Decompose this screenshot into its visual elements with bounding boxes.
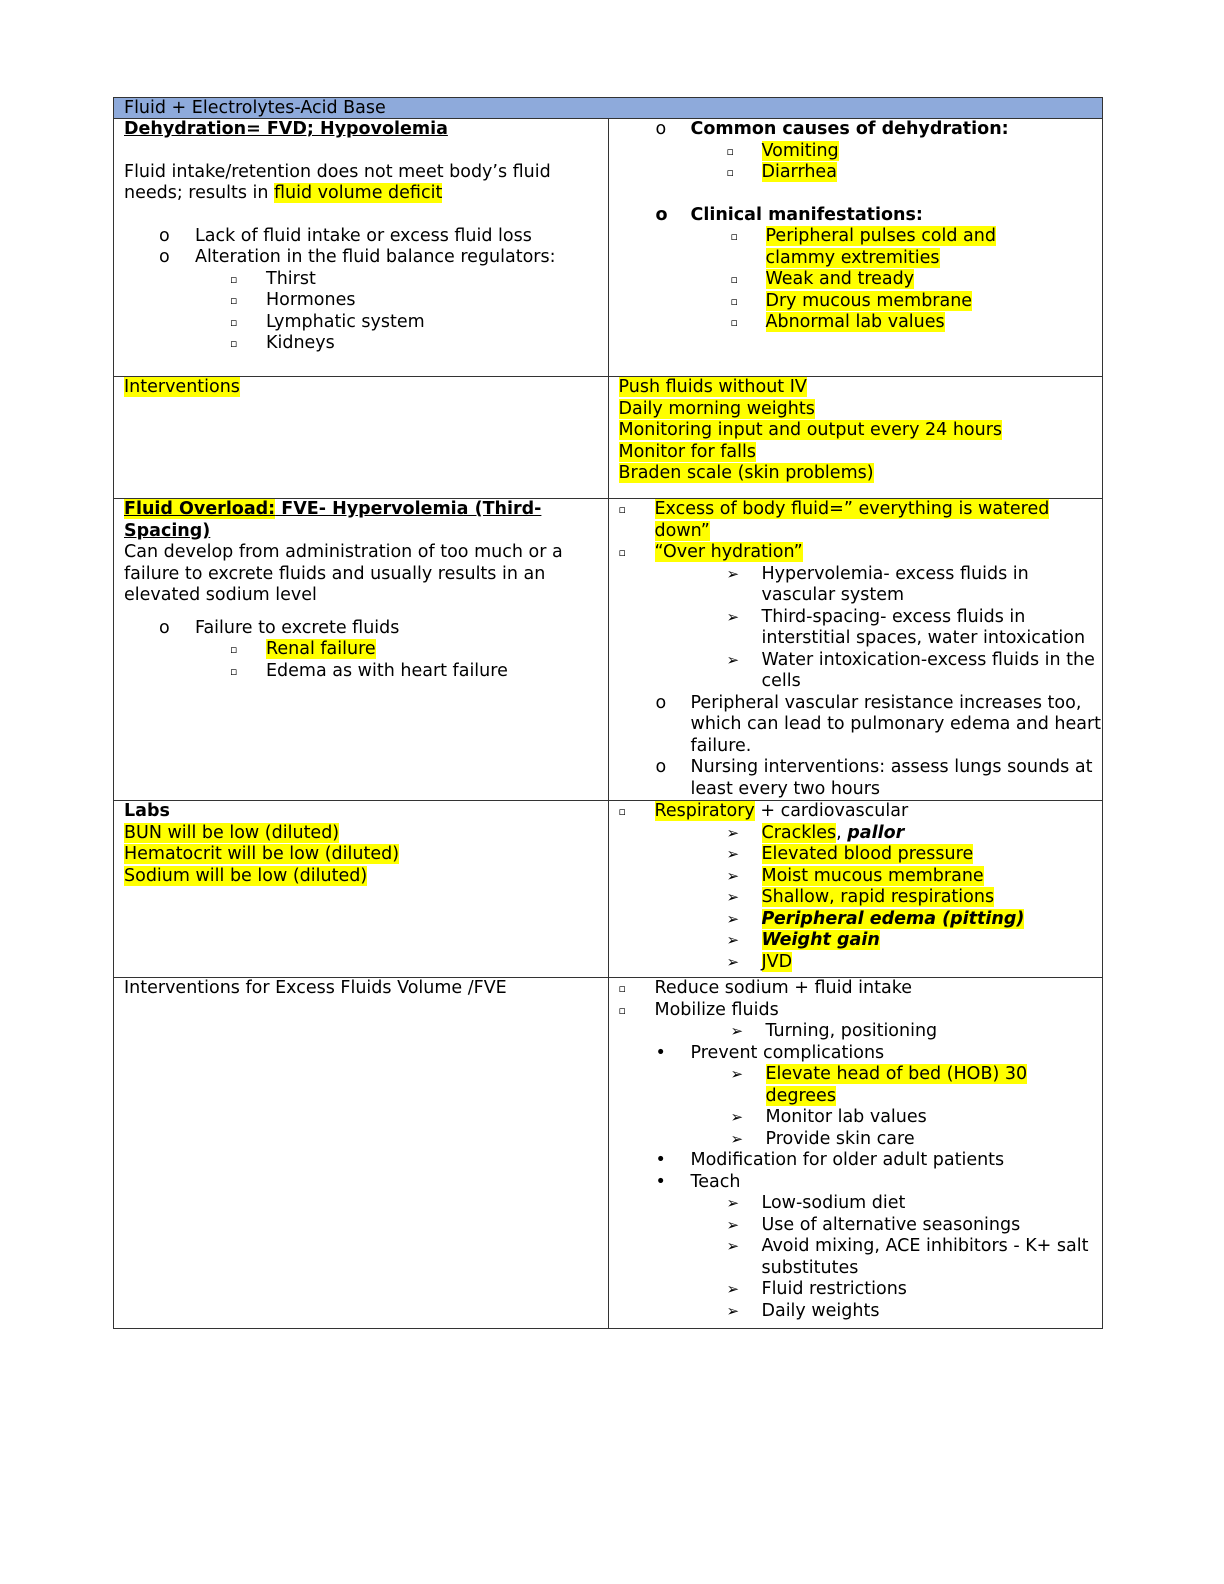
overload-cell xyxy=(114,499,609,801)
item-text: Weight gain xyxy=(761,930,880,950)
circle-bullet-icon: o xyxy=(159,617,170,638)
fve-cell xyxy=(608,978,1103,1329)
labs-signs-cell xyxy=(608,801,1103,978)
list-item xyxy=(619,205,1103,227)
item-text: Peripheral edema (pitting) xyxy=(761,908,1025,929)
item-text: Teach xyxy=(690,1171,741,1192)
item-text: Renal failure xyxy=(266,639,376,659)
arrow-bullet-icon: ➢ xyxy=(726,1301,740,1320)
square-bullet-icon: ▫ xyxy=(618,982,626,995)
overload-heading xyxy=(124,499,608,542)
circle-bullet-icon: o xyxy=(655,692,667,713)
list-item xyxy=(124,618,608,640)
circle-bullet-icon: o xyxy=(655,757,667,777)
item-text: Turning, positioning xyxy=(765,1021,938,1041)
notes-table xyxy=(113,97,1103,1329)
interventions-label-cell xyxy=(114,377,609,499)
square-bullet-icon: ▫ xyxy=(726,144,734,158)
arrow-bullet-icon: ➢ xyxy=(726,931,740,949)
square-bullet-icon: ▫ xyxy=(618,1003,626,1017)
list-item xyxy=(619,909,1103,931)
arrow-bullet-icon: ➢ xyxy=(730,1108,744,1126)
square-bullet-icon: ▫ xyxy=(230,315,238,329)
square-bullet-icon: ▫ xyxy=(230,643,238,656)
square-bullet-icon: ▫ xyxy=(730,230,738,243)
item-text: Thirst xyxy=(266,268,316,289)
item-text: Low-sodium diet xyxy=(761,1193,906,1213)
overload-description: Can develop from administration of too much or a failure to excrete fluids and usually results in an elevated sodium level xyxy=(124,542,563,605)
dehydration-description xyxy=(124,162,608,205)
list-item xyxy=(619,141,1103,163)
item-text: Elevated blood pressure xyxy=(761,844,974,864)
list-item xyxy=(619,1279,1103,1301)
square-bullet-icon: ▫ xyxy=(618,805,626,818)
item-text: Weak and tready xyxy=(765,269,915,289)
list-item xyxy=(619,607,1103,650)
item-text: Third-spacing- excess fluids in interstitial spaces, water intoxication xyxy=(761,606,1086,648)
arrow-bullet-icon: ➢ xyxy=(726,1215,740,1234)
item-text: Daily weights xyxy=(761,1300,880,1321)
arrow-bullet-icon: ➢ xyxy=(730,1129,744,1148)
item-text: + cardiovascular xyxy=(754,801,909,821)
list-item xyxy=(619,650,1103,693)
list-item: Push fluids without IV xyxy=(618,377,807,397)
square-bullet-icon: ▫ xyxy=(726,166,734,179)
list-item xyxy=(619,1107,1103,1129)
list-item xyxy=(619,1150,1103,1172)
list-item: Braden scale (skin problems) xyxy=(618,463,874,483)
arrow-bullet-icon: ➢ xyxy=(726,1237,740,1255)
list-item xyxy=(619,693,1103,758)
list-item xyxy=(619,1301,1103,1323)
arrow-bullet-icon: ➢ xyxy=(726,1280,740,1298)
list-item: Hematocrit will be low (diluted) xyxy=(124,844,400,864)
square-bullet-icon: ▫ xyxy=(230,294,238,307)
list-item xyxy=(619,887,1103,909)
item-text: Elevate head of bed (HOB) 30 degrees xyxy=(765,1064,1028,1106)
item-text: Common causes of dehydration: xyxy=(690,119,1009,139)
labs-cell xyxy=(114,801,609,978)
item-text: Dry mucous membrane xyxy=(765,290,973,311)
square-bullet-icon: ▫ xyxy=(230,337,238,350)
square-bullet-icon: ▫ xyxy=(730,273,738,286)
item-text: Use of alternative seasonings xyxy=(761,1214,1021,1235)
interventions-cell xyxy=(608,377,1103,499)
bullet-icon: • xyxy=(655,1171,666,1192)
list-item xyxy=(619,1000,1103,1022)
item-text: Water intoxication-excess fluids in the cells xyxy=(761,649,1095,691)
bullet-icon: • xyxy=(655,1042,666,1063)
list-item xyxy=(619,564,1103,607)
list-item xyxy=(619,801,1103,823)
list-item: Monitoring input and output every 24 hours xyxy=(618,420,1003,440)
item-text: Reduce sodium + fluid intake xyxy=(654,978,912,998)
arrow-bullet-icon: ➢ xyxy=(726,650,740,669)
list-item: ➢ Crackles, pallor xyxy=(726,822,905,843)
item-text: Alteration in the fluid balance regulators: xyxy=(195,247,556,267)
list-item xyxy=(124,247,608,269)
arrow-bullet-icon: ➢ xyxy=(726,1194,740,1212)
square-bullet-icon: ▫ xyxy=(618,546,626,559)
item-text: JVD xyxy=(761,951,793,972)
list-item xyxy=(619,162,1103,184)
list-item xyxy=(619,978,1103,1000)
item-text: Hormones xyxy=(266,290,356,310)
list-item xyxy=(619,1193,1103,1215)
desc-text: Fluid intake/retention does not meet body’s fluid needs; results in xyxy=(124,161,551,203)
arrow-bullet-icon: ➢ xyxy=(730,1065,744,1083)
item-text: Provide skin care xyxy=(765,1128,915,1149)
list-item xyxy=(619,1043,1103,1065)
list-item xyxy=(619,119,1103,141)
interventions-label: Interventions xyxy=(124,377,240,397)
list-item xyxy=(124,226,608,248)
heading-highlight: Fluid Overload: xyxy=(124,499,276,519)
item-text: Prevent complications xyxy=(690,1042,885,1063)
square-bullet-icon: ▫ xyxy=(730,294,738,308)
list-item xyxy=(619,291,1103,313)
item-text: Clinical manifestations: xyxy=(690,204,923,225)
arrow-bullet-icon: ➢ xyxy=(726,909,740,928)
list-item xyxy=(619,1129,1103,1151)
circle-bullet-icon: o xyxy=(159,225,170,246)
title-text: Fluid + Electrolytes-Acid Base xyxy=(124,98,386,118)
list-item xyxy=(619,1236,1103,1279)
desc-highlight: fluid volume deficit xyxy=(274,183,443,203)
list-item xyxy=(619,226,1103,269)
list-item: Sodium will be low (diluted) xyxy=(124,865,368,886)
item-text: Avoid mixing, ACE inhibitors - K+ salt substitutes xyxy=(761,1236,1089,1278)
list-item: Daily morning weights xyxy=(618,398,815,419)
arrow-bullet-icon: ➢ xyxy=(726,888,740,906)
item-text: Nursing interventions: assess lungs sounds at least every two hours xyxy=(690,757,1093,799)
list-item xyxy=(124,661,608,683)
square-bullet-icon: ▫ xyxy=(618,503,626,516)
item-text: Peripheral pulses cold and clammy extremities xyxy=(765,226,996,268)
item-highlight: Respiratory xyxy=(654,801,755,821)
arrow-bullet-icon: ➢ xyxy=(726,952,740,971)
arrow-bullet-icon: ➢ xyxy=(726,823,740,842)
item-text: Lymphatic system xyxy=(266,311,425,332)
list-item xyxy=(619,952,1103,974)
list-item: BUN will be low (diluted) xyxy=(124,822,340,843)
item-text: Shallow, rapid respirations xyxy=(761,887,995,907)
item-text: Diarrhea xyxy=(761,162,837,182)
arrow-bullet-icon: ➢ xyxy=(726,607,740,626)
list-item xyxy=(619,757,1103,800)
fve-label: Interventions for Excess Fluids Volume /FVE xyxy=(124,978,507,998)
list-item xyxy=(619,1172,1103,1194)
circle-bullet-icon: o xyxy=(159,247,170,267)
overload-details-cell xyxy=(608,499,1103,801)
list-item xyxy=(619,499,1103,542)
list-item xyxy=(124,290,608,312)
labs-label: Labs xyxy=(124,801,170,821)
list-item xyxy=(619,866,1103,888)
item-text: Edema as with heart failure xyxy=(266,660,508,681)
list-item xyxy=(619,844,1103,866)
arrow-bullet-icon: ➢ xyxy=(726,564,740,583)
bullet-icon: • xyxy=(655,1150,666,1170)
arrow-bullet-icon: ➢ xyxy=(730,1022,744,1040)
item-text: Vomiting xyxy=(761,140,839,161)
item-text: Moist mucous membrane xyxy=(761,865,984,886)
list-item xyxy=(124,333,608,355)
square-bullet-icon: ▫ xyxy=(230,272,238,286)
item-text: Abnormal lab values xyxy=(765,312,945,332)
square-bullet-icon: ▫ xyxy=(230,664,238,678)
item-text: Monitor lab values xyxy=(765,1107,927,1127)
fve-label-cell xyxy=(114,978,609,1329)
item-text: Lack of fluid intake or excess fluid loss xyxy=(195,225,532,246)
item-text: Hypervolemia- excess fluids in vascular system xyxy=(761,563,1029,605)
heading-text: FVE- Hypervolemia (Third-Spacing) xyxy=(124,499,542,541)
item-text: Kidneys xyxy=(266,333,335,353)
table-title xyxy=(114,98,1103,119)
item-text: Peripheral vascular resistance increases too, which can lead to pulmonary edema and heart failure. xyxy=(690,692,1102,756)
item-highlight: Crackles xyxy=(761,822,837,843)
dehydration-cell xyxy=(114,119,609,377)
item-text: Modification for older adult patients xyxy=(690,1150,1005,1170)
square-bullet-icon: ▫ xyxy=(730,316,738,329)
list-item xyxy=(619,269,1103,291)
list-item xyxy=(124,269,608,291)
dehydration-details-cell xyxy=(608,119,1103,377)
circle-bullet-icon: o xyxy=(655,204,668,225)
list-item: Monitor for falls xyxy=(618,441,756,462)
item-text: Fluid restrictions xyxy=(761,1279,907,1299)
item-text: Failure to excrete fluids xyxy=(195,617,400,638)
list-item xyxy=(619,1215,1103,1237)
list-item xyxy=(619,312,1103,334)
item-text: Excess of body fluid=” everything is watered down” xyxy=(654,499,1050,541)
item-text: pallor xyxy=(847,822,905,843)
item-text: Mobilize fluids xyxy=(654,999,779,1020)
list-item xyxy=(124,312,608,334)
circle-bullet-icon: o xyxy=(655,119,667,139)
arrow-bullet-icon: ➢ xyxy=(726,845,740,863)
dehydration-heading: Dehydration= FVD; Hypovolemia xyxy=(124,119,448,139)
arrow-bullet-icon: ➢ xyxy=(726,866,740,885)
list-item xyxy=(619,930,1103,952)
list-item xyxy=(619,542,1103,564)
item-text: “Over hydration” xyxy=(654,542,803,562)
list-item xyxy=(619,1021,1103,1043)
list-item xyxy=(619,1064,1103,1107)
list-item xyxy=(124,639,608,661)
